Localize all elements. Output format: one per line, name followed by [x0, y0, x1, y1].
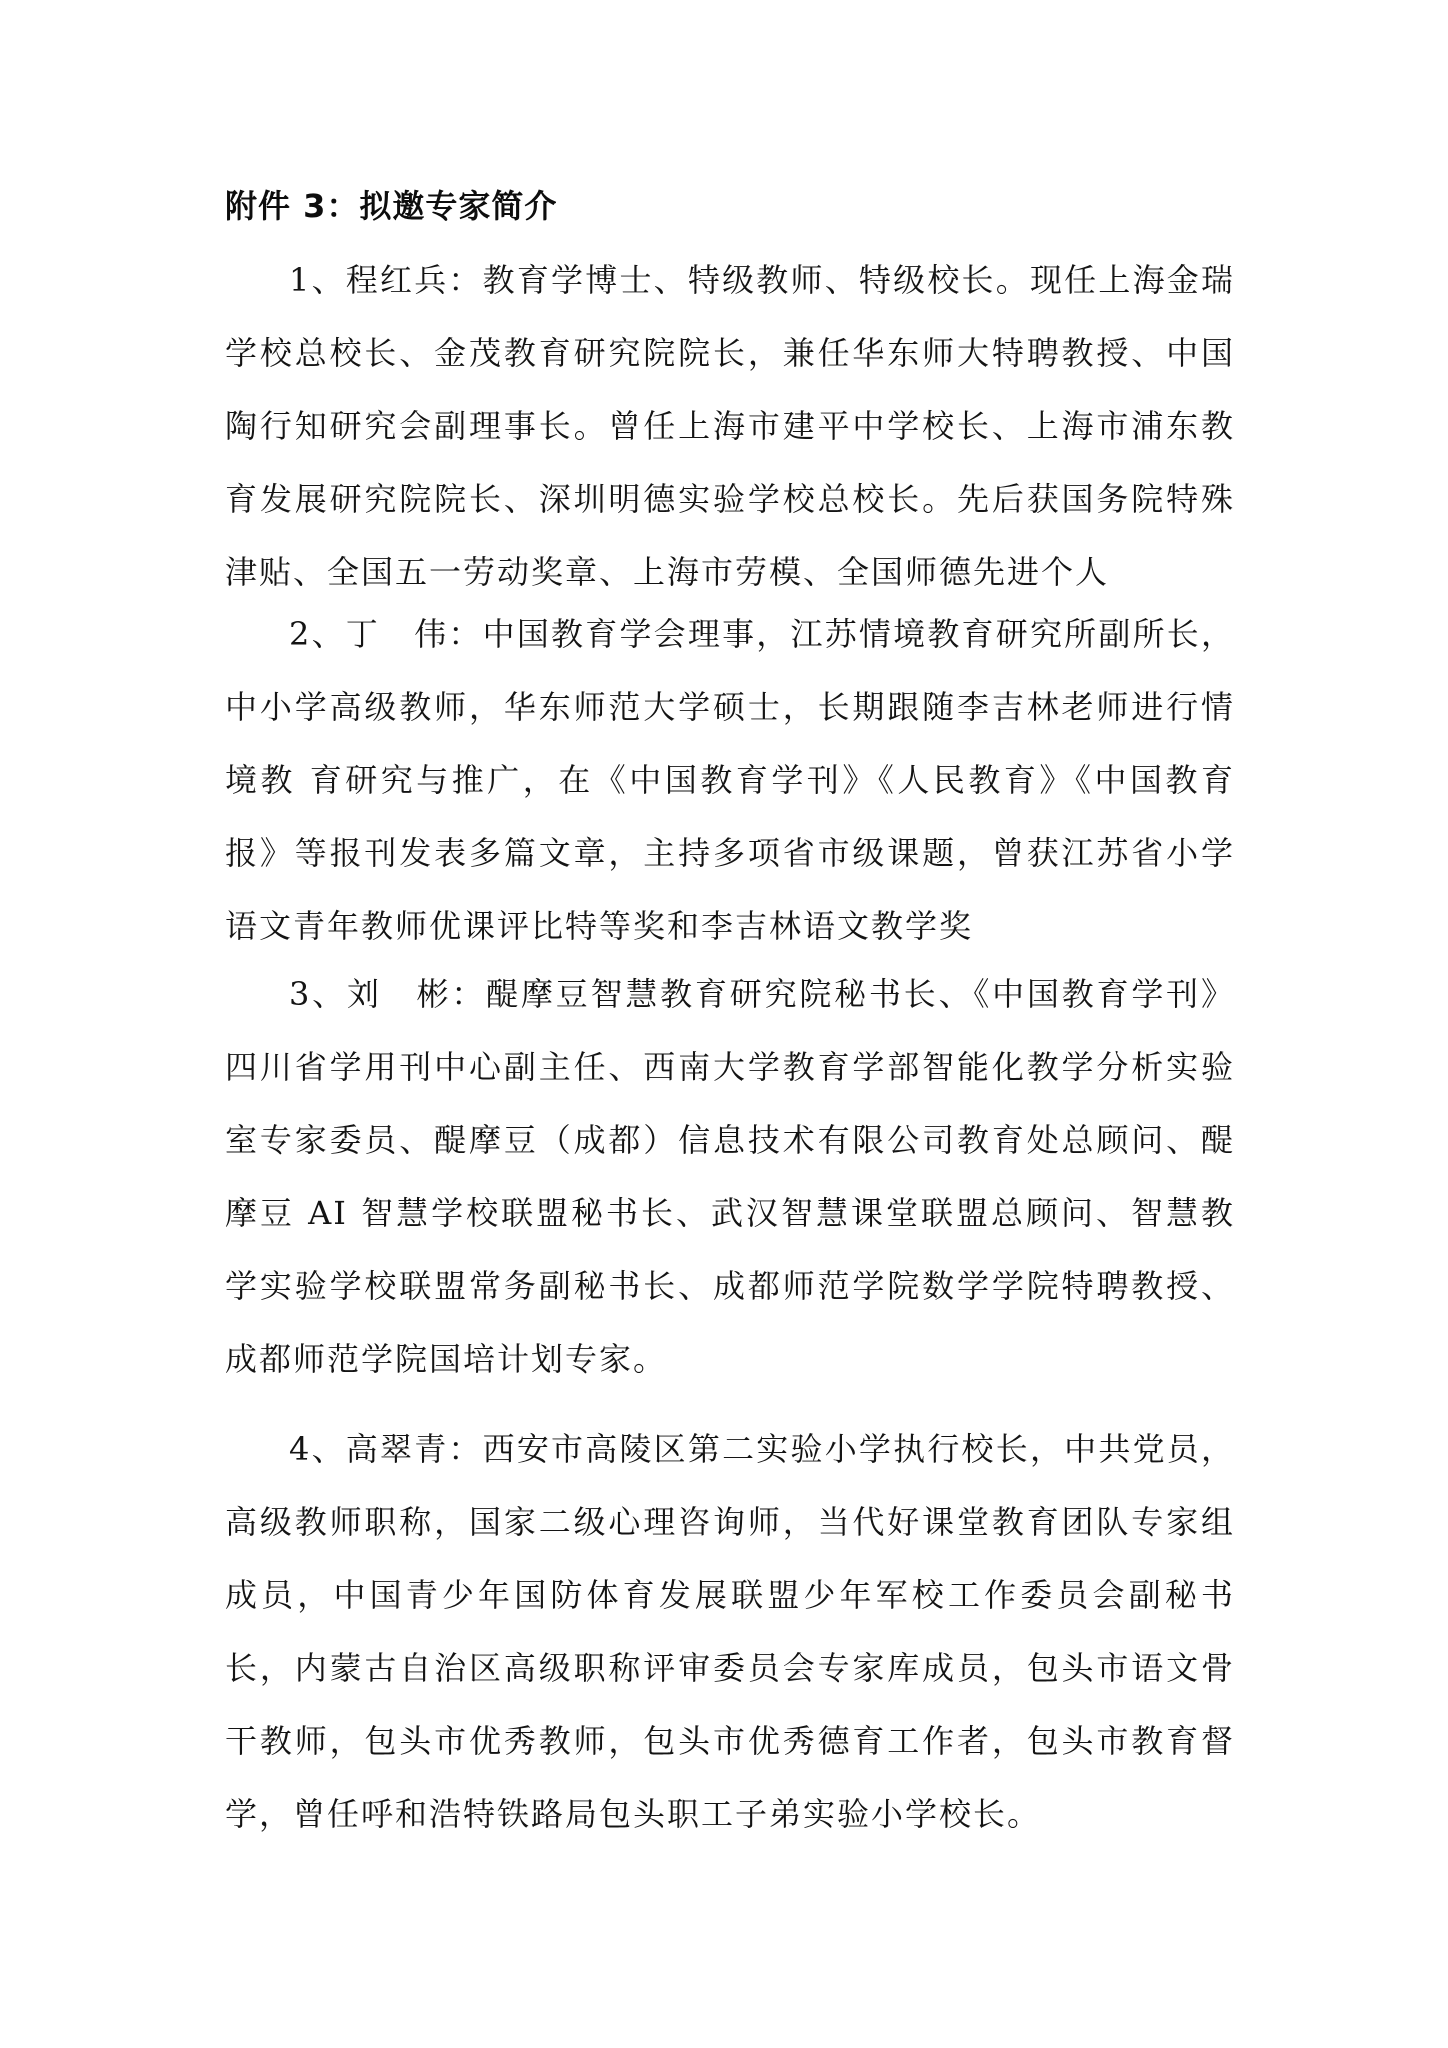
expert-bio-4: 4、高翠青：西安市高陵区第二实验小学执行校长，中共党员，高级教师职称，国家二级心理咨询师，当代好课堂教育团队专家组成员，中国青少年国防体育发展联盟少年军校工作委员会副秘书长，内蒙古自治区高级职称评审委员会专家库成员，包头市语文骨干教师，包头市优秀教师，包头市优秀德育工作者，包头市教育督学，曾任呼和浩特铁路局包头职工子弟实验小学校长。 — [225, 1430, 1235, 1833]
expert-bio-3: 3、刘 彬：醍摩豆智慧教育研究院秘书长、《中国教育学刊》四川省学用刊中心副主任、西南大学教育学部智能化教学分析实验室专家委员、醍摩豆（成都）信息技术有限公司教育处总顾问、醍摩豆 AI 智慧学校联盟秘书长、武汉智慧课堂联盟总顾问、智慧教学实验学校联盟常务副秘书长、成都师范学院数学学院特聘教授、成都师范学院国培计划专家。 — [225, 975, 1235, 1378]
expert-bio-2: 2、丁 伟：中国教育学会理事，江苏情境教育研究所副所长，中小学高级教师，华东师范大学硕士，长期跟随李吉林老师进行情境教 育研究与推广，在《中国教育学刊》《人民教育》《中国教育报》等报刊发表多篇文章，主持多项省市级课题，曾获江苏省小学语文青年教师优课评比特等奖和李吉林语文教学奖 — [225, 615, 1235, 945]
expert-bio-1: 1、程红兵：教育学博士、特级教师、特级校长。现任上海金瑞学校总校长、金茂教育研究院院长，兼任华东师大特聘教授、中国陶行知研究会副理事长。曾任上海市建平中学校长、上海市浦东教育发展研究院院长、深圳明德实验学校总校长。先后获国务院特殊津贴、全国五一劳动奖章、上海市劳模、全国师德先进个人 — [225, 261, 1235, 591]
attachment-heading: 附件 3：拟邀专家简介 — [225, 187, 558, 225]
